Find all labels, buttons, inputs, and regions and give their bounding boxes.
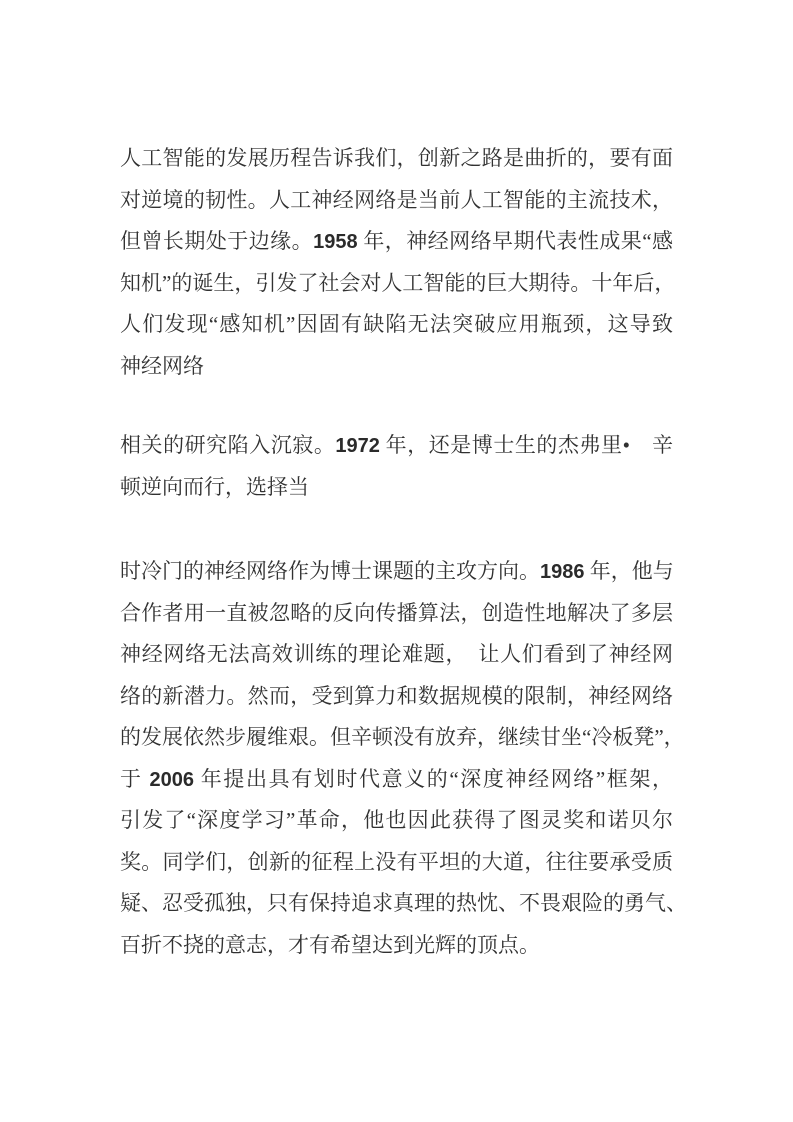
text-line: 百折不挠的意志，才有希望达到光辉的顶点。 [120, 932, 540, 957]
text-line: 人们发现“感知机”因固有缺陷无法突破应用瓶颈，这导致 [120, 312, 673, 336]
text-line: 于 2006 年提出具有划时代意义的“深度神经网络”框架， [120, 766, 674, 791]
text-line: 疑、忍受孤独，只有保持追求真理的热忱、不畏艰险的勇气、 [120, 891, 687, 915]
year-number: 1972 [335, 435, 380, 457]
text-line: 引发了“深度学习”革命，他也因此获得了图灵奖和诺贝尔 [120, 808, 673, 832]
text-line: 络的新潜力。然而，受到算力和数据规模的限制，神经网络 [120, 683, 673, 708]
text-line: 的发展依然步履维艰。但辛顿没有放弃，继续甘坐“冷板凳”， [120, 725, 685, 749]
document-body-text [120, 138, 687, 966]
text-line: 奖。同学们，创新的征程上没有平坦的大道，往往要承受质 [120, 849, 673, 874]
text-line: 顿逆向而行，选择当 [120, 474, 309, 499]
text-line: 对逆境的韧性。人工神经网络是当前人工智能的主流技术， [120, 187, 673, 212]
year-number: 2006 [149, 768, 194, 791]
text-line: 人工智能的发展历程告诉我们，创新之路是曲折的，要有面 [120, 146, 673, 170]
text-line: 时冷门的神经网络作为博士课题的主攻方向。1986 年，他与 [120, 559, 674, 583]
text-line: 但曾长期处于边缘。1958 年，神经网络早期代表性成果“感 [120, 229, 674, 253]
text-line: 相关的研究陷入沉寂。1972 年，还是博士生的杰弗里• 辛 [120, 433, 673, 457]
text-line: 神经网络无法高效训练的理论难题， 让人们看到了神经网 [120, 642, 673, 666]
paragraph [120, 138, 676, 387]
year-number: 1986 [540, 561, 585, 583]
text-line: 神经网络 [120, 353, 204, 378]
year-number: 1958 [313, 231, 358, 253]
text-line: 合作者用一直被忽略的反向传播算法，创造性地解决了多层 [120, 600, 673, 625]
paragraph [120, 425, 673, 508]
paragraph [120, 551, 687, 966]
text-line: 知机”的诞生，引发了社会对人工智能的巨大期待。十年后， [120, 270, 676, 295]
